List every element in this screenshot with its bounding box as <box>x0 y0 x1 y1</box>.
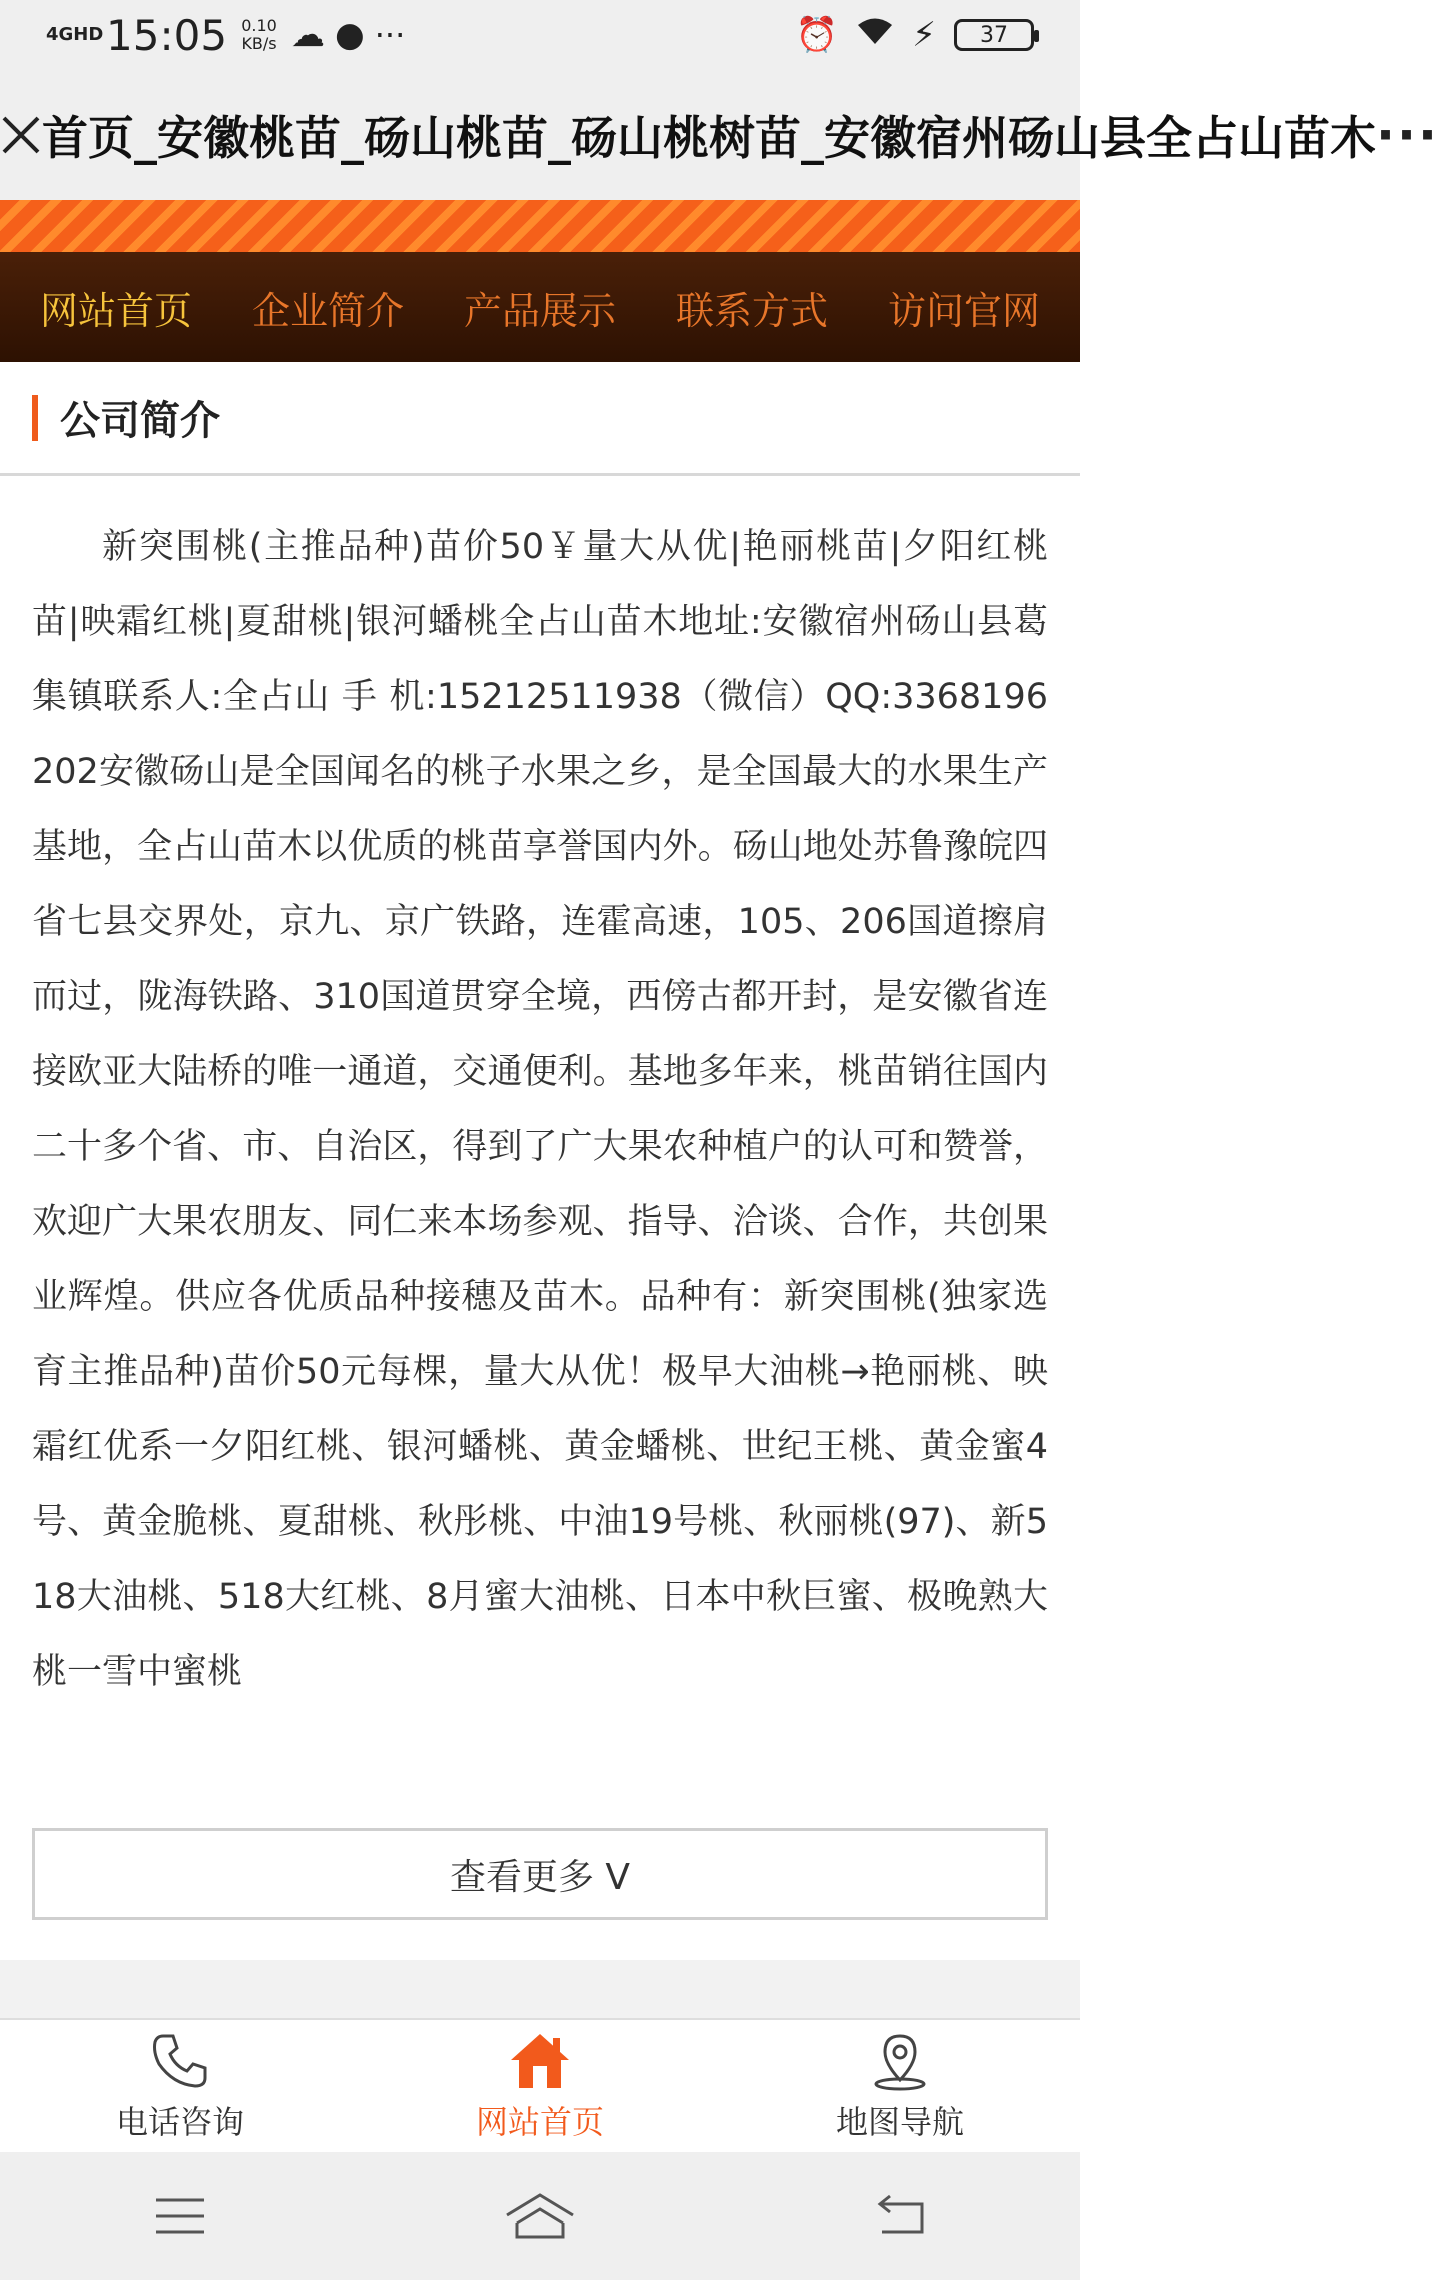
view-more-button[interactable]: 查看更多 V <box>32 1828 1048 1920</box>
status-right <box>796 15 1034 55</box>
nav-products[interactable]: 产品展示 <box>463 288 616 333</box>
more-options-button[interactable]: ··· <box>1376 106 1439 164</box>
system-nav-bar <box>0 2152 1080 2280</box>
status-left <box>46 11 405 60</box>
section-accent-bar <box>32 395 38 441</box>
nav-home[interactable]: 网站首页 <box>39 288 192 333</box>
back-button[interactable] <box>855 2181 945 2251</box>
header-banner <box>0 200 1080 252</box>
bottom-nav-home-label: 网站首页 <box>475 2103 604 2141</box>
nav-company-intro[interactable]: 企业简介 <box>251 288 404 333</box>
menu-icon <box>152 2194 208 2238</box>
battery-icon: 37 <box>954 19 1034 51</box>
home-outline-icon <box>503 2191 577 2241</box>
map-pin-icon <box>869 2029 931 2093</box>
network-speed <box>237 17 281 53</box>
company-intro-text: 新突围桃(主推品种)苗价50￥量大从优|艳丽桃苗|夕阳红桃苗|映霜红桃|夏甜桃|银河蟠桃全占山苗木地址:安徽宿州砀山县葛集镇联系人:全占山 手 机:15212511938（微信）QQ:3368196202安徽砀山是全国闻名的桃子水果之乡，是全国最大的水果生产基地，全占山苗木以优质的桃苗享誉国内外。砀山地处苏鲁豫皖四省七县交界处，京九、京广铁路，连霍高速，105、206国道擦肩而过，陇海铁路、310国道贯穿全境，西傍古都开封，是安徽省连接欧亚大陆桥的唯一通道，交通便利。基地多年来，桃苗销往国内二十多个省、市、自治区，得到了广大果农种植户的认可和赞誉，欢迎广大果农朋友、同仁来本场参观、指导、洽谈、合作，共创果业辉煌。供应各优质品种接穗及苗木。品种有：新突围桃(独家选育主推品种)苗价50元每棵，量大从优！极早大油桃→艳丽桃、映霜红优系一夕阳红桃、银河蟠桃、黄金蟠桃、世纪王桃、黄金蜜4号、黄金脆桃、夏甜桃、秋彤桃、中油19号桃、秋丽桃(97)、新518大油桃、518大红桃、8月蜜大油桃、日本中秋巨蜜、极晚熟大桃一雪中蜜桃 <box>32 527 1048 1692</box>
nav-official-site[interactable]: 访问官网 <box>887 288 1040 333</box>
bottom-nav-phone[interactable] <box>0 2020 360 2152</box>
app-notification-icon: ● <box>335 15 365 55</box>
back-icon <box>872 2194 928 2238</box>
system-home-button[interactable] <box>495 2181 585 2251</box>
close-icon <box>0 114 42 156</box>
bottom-nav <box>0 2018 1080 2152</box>
bottom-nav-map[interactable] <box>720 2020 1080 2152</box>
status-time: 15:05 <box>106 10 228 60</box>
nav-contact[interactable]: 联系方式 <box>675 288 828 333</box>
section-header <box>0 362 1080 476</box>
charging-icon: ⚡ <box>912 15 936 55</box>
more-notifications-icon: ··· <box>374 16 406 54</box>
bottom-nav-home[interactable] <box>360 2020 720 2152</box>
status-bar <box>0 0 1080 70</box>
network-speed-unit: KB/s <box>241 34 277 53</box>
section-divider <box>0 1960 1080 2018</box>
signal-icon: 4GHD <box>46 24 104 45</box>
menu-button[interactable] <box>135 2181 225 2251</box>
close-button[interactable] <box>0 70 42 200</box>
home-icon <box>507 2029 573 2093</box>
site-nav <box>0 252 1080 362</box>
browser-title-bar <box>0 70 1439 200</box>
cloud-icon: ☁ <box>291 15 326 55</box>
network-speed-value: 0.10 <box>241 16 277 35</box>
page-title: 首页_安徽桃苗_砀山桃苗_砀山桃树苗_安徽宿州砀山县全占山苗木 <box>42 111 1376 165</box>
wifi-icon <box>856 15 894 55</box>
section-title: 公司简介 <box>60 398 220 444</box>
bottom-nav-map-label: 地图导航 <box>835 2103 964 2141</box>
bottom-nav-phone-label: 电话咨询 <box>115 2103 244 2141</box>
alarm-icon: ⏰ <box>795 15 839 55</box>
phone-icon <box>149 2029 211 2093</box>
